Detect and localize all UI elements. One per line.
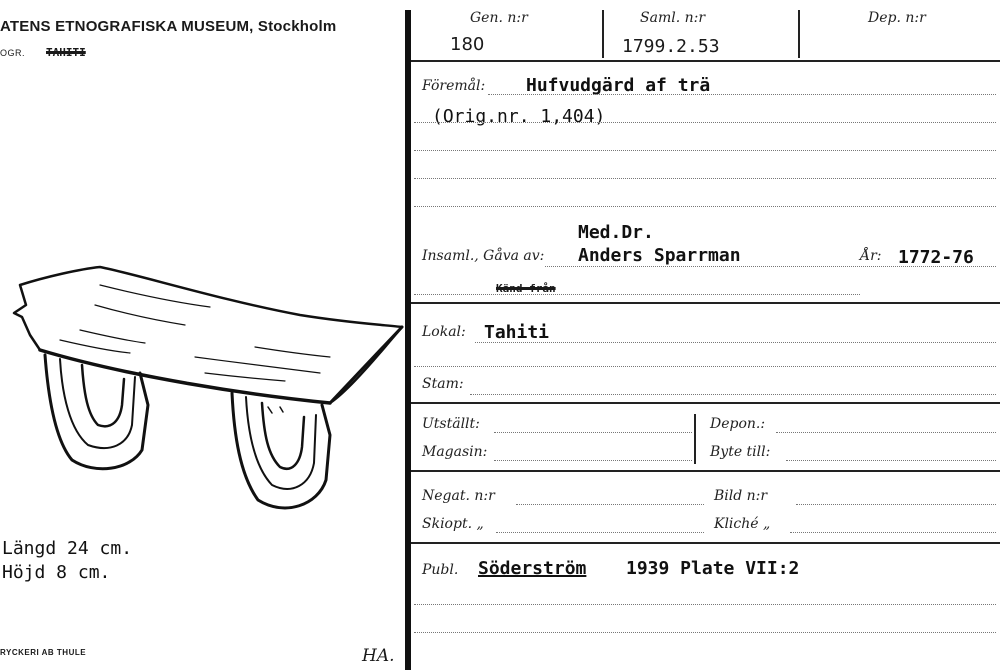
bild-label: Bild n:r: [714, 488, 768, 504]
initials-text: HA.: [362, 646, 395, 666]
gen-value: 180: [450, 34, 485, 55]
dotted-line: [414, 178, 996, 179]
dotted-line: [790, 532, 996, 533]
dotted-line: [494, 460, 692, 461]
rule-header: [411, 60, 1000, 62]
dotted-line: [414, 604, 996, 605]
ar-value: 1772-76: [898, 247, 974, 268]
rule-negat: [411, 542, 1000, 544]
dotted-line: [414, 122, 996, 123]
insaml-name: Anders Sparrman: [578, 245, 741, 266]
dotted-line: [414, 366, 996, 367]
card-divider: [405, 10, 411, 670]
insaml-title: Med.Dr.: [578, 222, 654, 243]
rule-utstallt: [411, 470, 1000, 472]
publ-rest: 1939 Plate VII:2: [626, 558, 800, 579]
dotted-line: [488, 94, 996, 95]
printer-text: RYCKERI AB THULE: [0, 648, 87, 657]
rule-insaml: [411, 302, 1000, 304]
magasin-label: Magasin:: [422, 444, 488, 460]
dotted-line: [414, 150, 996, 151]
utstallt-label: Utställt:: [422, 416, 480, 432]
kliche-label: Kliché „: [714, 516, 771, 532]
foremal-label: Föremål:: [422, 78, 486, 94]
dotted-line: [796, 504, 996, 505]
skiopt-label: Skiopt. „: [422, 516, 484, 532]
dotted-line: [545, 266, 996, 267]
header-divider-2: [798, 10, 800, 58]
ogr-label: OGR.: [0, 48, 26, 58]
height-text: Höjd 8 cm.: [2, 562, 111, 583]
depon-label: Depon.:: [710, 416, 766, 432]
publ-author: Söderström: [478, 558, 587, 579]
saml-label: Saml. n:r: [640, 10, 706, 26]
byte-label: Byte till:: [710, 444, 771, 460]
dotted-line: [496, 532, 704, 533]
publ-label: Publ.: [422, 562, 459, 578]
dotted-line: [776, 432, 996, 433]
dotted-line: [414, 632, 996, 633]
utstallt-divider: [694, 414, 696, 464]
dotted-line: [414, 294, 860, 295]
dotted-line: [516, 504, 704, 505]
length-text: Längd 24 cm.: [2, 538, 133, 559]
saml-value: 1799.2.53: [622, 36, 720, 57]
lokal-value: Tahiti: [484, 322, 550, 343]
dotted-line: [470, 394, 996, 395]
insaml-label: Insaml., Gåva av:: [422, 248, 545, 264]
foremal-value: Hufvudgärd af trä: [526, 75, 711, 96]
dep-label: Dep. n:r: [868, 10, 926, 26]
ogr-struck-text: TAHITI: [46, 46, 86, 59]
lokal-label: Lokal:: [422, 324, 466, 340]
stam-label: Stam:: [422, 376, 464, 392]
dotted-line: [786, 460, 996, 461]
orig-nr-value: (Orig.nr. 1,404): [432, 106, 606, 127]
gen-label: Gen. n:r: [470, 10, 528, 26]
museum-title: ATENS ETNOGRAFISKA MUSEUM, Stockholm: [0, 18, 337, 35]
dotted-line: [414, 206, 996, 207]
dotted-line: [475, 342, 996, 343]
negat-label: Negat. n:r: [422, 488, 495, 504]
insaml-struck: Känd från: [496, 282, 556, 295]
ar-label: År:: [860, 248, 882, 264]
header-divider-1: [602, 10, 604, 58]
headrest-drawing: [0, 255, 405, 520]
dotted-line: [494, 432, 692, 433]
rule-stam: [411, 402, 1000, 404]
